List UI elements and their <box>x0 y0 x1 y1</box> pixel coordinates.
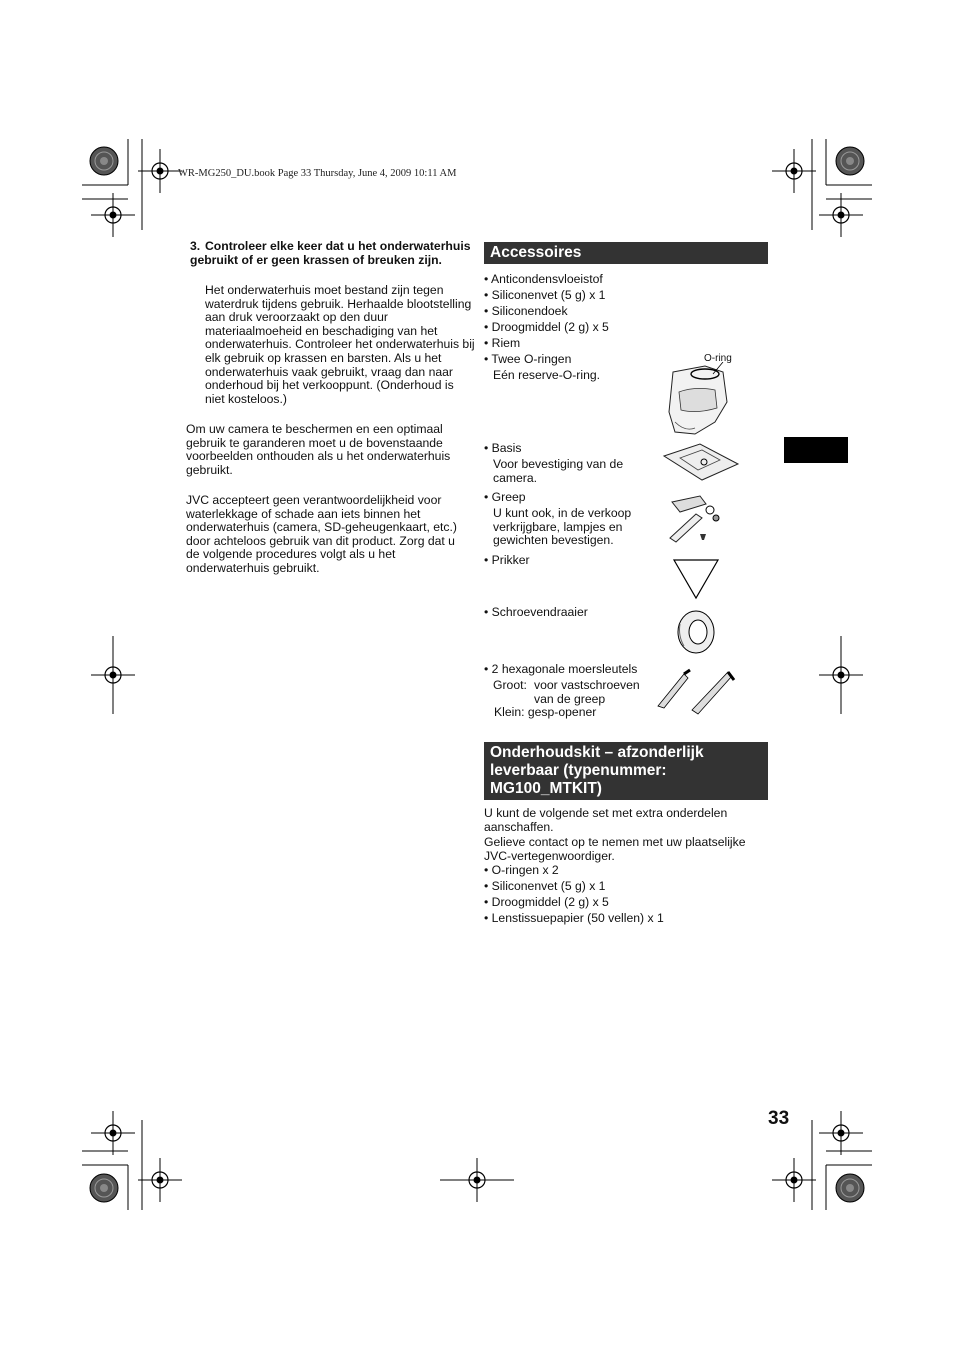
kit-intro-2: Gelieve contact op te nemen met uw plaatselijke JVC-vertegenwoordiger. <box>484 835 746 863</box>
hex-groot-label: Groot: <box>493 678 527 692</box>
section-heading-accessoires: Accessoires <box>484 242 768 264</box>
paragraph-care: Om uw camera te beschermen en een optimaal gebruik te garanderen moet u de bovenstaande voorbeelden onthouden als u het onderwaterhuis gebruikt. <box>186 422 451 477</box>
list-item: • Droogmiddel (2 g) x 5 <box>484 895 609 910</box>
list-item: • O-ringen x 2 <box>484 863 559 878</box>
hex-groot-text: voor vastschroeven van de greep <box>534 678 640 706</box>
screwdriver-illustration <box>674 606 718 656</box>
file-info-line: WR-MG250_DU.book Page 33 Thursday, June 4, 2009 10:11 AM <box>178 168 457 179</box>
kit-content <box>484 807 774 928</box>
list-item: • Siliconenvet (5 g) x 1 <box>484 879 606 894</box>
list-item: • 2 hexagonale moersleutels <box>484 662 638 676</box>
pick-tool-illustration <box>672 556 722 602</box>
step-title-text: Controleer elke keer dat u het onderwaterhuis gebruikt of er geen krassen of breuken zijn. <box>190 239 471 267</box>
hex-klein: Klein: gesp-opener <box>494 705 597 720</box>
list-item: • Twee O-ringen <box>484 352 572 366</box>
housing-illustration <box>665 362 735 442</box>
section-tab-marker <box>784 437 848 463</box>
list-item-sub: Voor bevestiging van de camera. <box>493 457 624 485</box>
list-item: • Droogmiddel (2 g) x 5 <box>484 320 609 334</box>
step-body: Het onderwaterhuis moet bestand zijn tegen waterdruk tijdens gebruik. Herhaalde blootstelling aan druk veroorzaakt op den duur materiaalmoeheid en beschadiging van het onderwaterhuis. Controleer het onderwaterhuis bij elk gebruik op krassen en barsten. Als u het onderwaterhuis vaak gebruikt, vraag dan naar onderhoud bij het verkooppunt. (Onderhoud is niet kosteloos.) <box>205 283 475 406</box>
grip-illustration <box>666 494 726 544</box>
list-item: • Anticondensvloeistof <box>484 272 603 286</box>
list-item: • Lenstissuepapier (50 vellen) x 1 <box>484 911 664 926</box>
list-item-hex <box>484 663 659 720</box>
list-item: • Greep <box>484 490 526 504</box>
accessories-list <box>484 273 664 383</box>
hex-groot <box>493 679 659 706</box>
paragraph-liability: JVC accepteert geen verantwoordelijkheid voor waterlekkage of schade aan iets binnen het onderwaterhuis (camera, SD-geheugenkaart, etc.) door achteloos gebruik van dit product. Zorg dat u de volgende procedures volgt als u het onderwaterhuis gebruikt. <box>186 493 457 575</box>
list-item: • Siliconendoek <box>484 304 568 318</box>
step-title <box>190 240 480 267</box>
page-number: 33 <box>768 1108 790 1129</box>
hex-wrenches-illustration <box>654 664 738 716</box>
section-heading-onderhoudskit: Onderhoudskit – afzonderlijk leverbaar (typenummer: MG100_MTKIT) <box>484 742 768 800</box>
list-item-basis <box>484 442 664 485</box>
base-plate-illustration <box>660 442 742 482</box>
step-number: 3. <box>190 239 201 253</box>
list-item: • Siliconenvet (5 g) x 1 <box>484 288 606 302</box>
list-item: • Riem <box>484 336 521 350</box>
list-item-greep <box>484 491 664 548</box>
oring-label: O-ring <box>704 353 732 364</box>
list-item: • Basis <box>484 441 522 455</box>
list-item: • Schroevendraaier <box>484 605 588 619</box>
kit-intro-1: U kunt de volgende set met extra onderdelen aanschaffen. <box>484 806 728 834</box>
list-item-sub: U kunt ook, in de verkoop verkrijgbare, lampjes en gewichten bevestigen. <box>493 506 632 548</box>
list-item: • Prikker <box>484 553 530 567</box>
list-item-sub: Eén reserve-O-ring. <box>493 368 601 382</box>
